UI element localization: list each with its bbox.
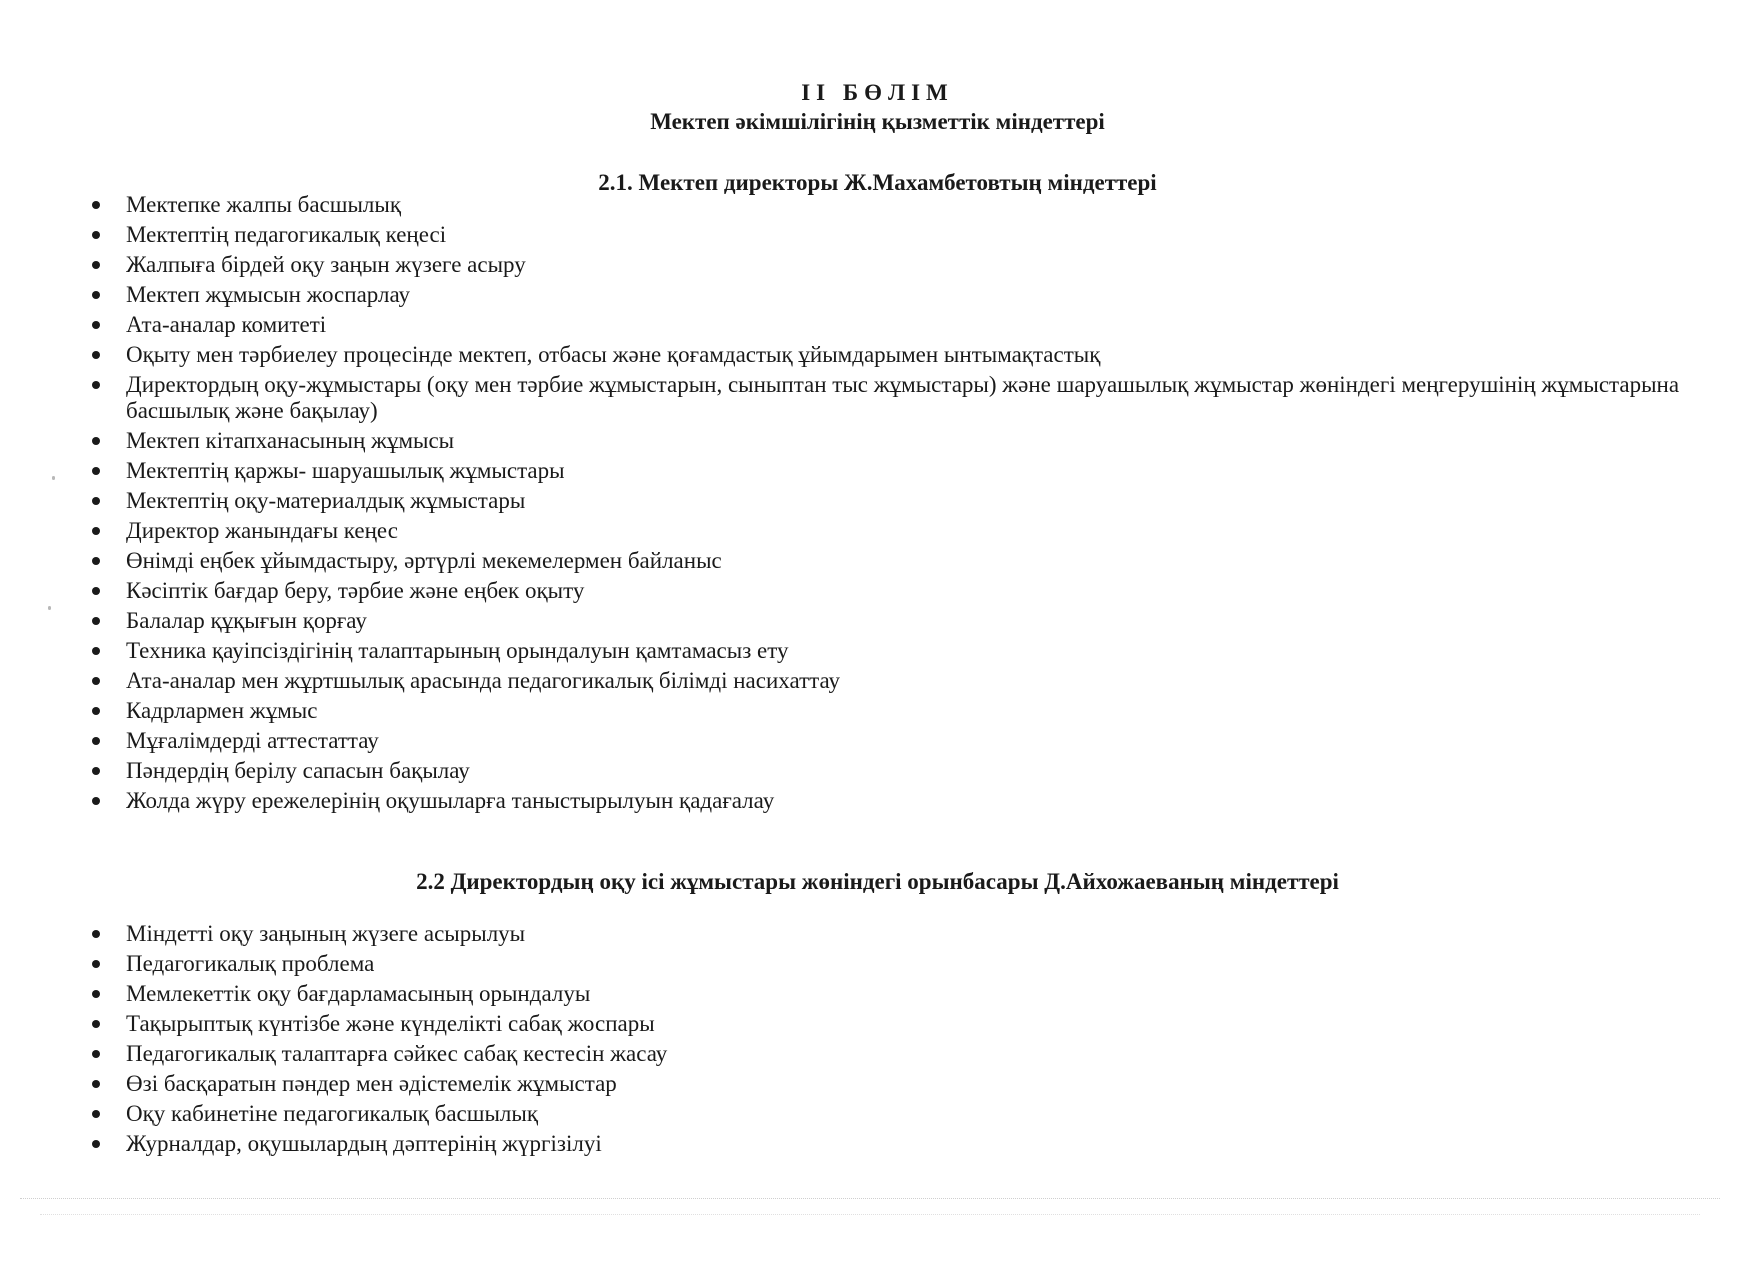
list-item bbox=[0, 921, 1755, 951]
list-item bbox=[0, 372, 1755, 428]
list-item-text: Тақырыптық күнтізбе және күнделікті сабақ жоспары bbox=[126, 1011, 655, 1036]
bullet-icon bbox=[92, 231, 100, 239]
list-item bbox=[0, 758, 1755, 788]
bullet-icon bbox=[92, 351, 100, 359]
list-item-text: Ата-аналар комитеті bbox=[126, 312, 327, 337]
list-item bbox=[0, 698, 1755, 728]
list-item bbox=[0, 1011, 1755, 1041]
list-item bbox=[0, 458, 1755, 488]
bullet-icon bbox=[92, 201, 100, 209]
list-item bbox=[0, 488, 1755, 518]
bullet-icon bbox=[92, 767, 100, 775]
list-item bbox=[0, 342, 1755, 372]
list-item bbox=[0, 1041, 1755, 1071]
bullet-icon bbox=[92, 647, 100, 655]
part-title: II БӨЛІМ bbox=[801, 80, 954, 105]
list-item bbox=[0, 1101, 1755, 1131]
list-item-text: Өзі басқаратын пәндер мен әдістемелік жұмыстар bbox=[126, 1071, 617, 1096]
list-item-text: Оқыту мен тәрбиелеу процесінде мектеп, отбасы және қоғамдастық ұйымдарымен ынтымақтастық bbox=[126, 342, 1101, 367]
bullet-icon bbox=[92, 617, 100, 625]
deputy-duties-list bbox=[0, 921, 1755, 1161]
bullet-icon bbox=[92, 291, 100, 299]
bullet-icon bbox=[92, 1110, 100, 1118]
bullet-icon bbox=[92, 467, 100, 475]
list-item bbox=[0, 518, 1755, 548]
list-item-text: Мектеп кітапханасының жұмысы bbox=[126, 428, 455, 453]
list-item-text: Педагогикалық проблема bbox=[126, 951, 375, 976]
director-duties-list bbox=[0, 192, 1755, 818]
bullet-icon bbox=[92, 381, 100, 389]
list-item-text: Мектептің қаржы- шаруашылық жұмыстары bbox=[126, 458, 565, 483]
bullet-icon bbox=[92, 527, 100, 535]
list-item-text: Мемлекеттік оқу бағдарламасының орындалуы bbox=[126, 981, 591, 1006]
scan-speck bbox=[48, 606, 51, 610]
section-title-deputy: 2.2 Директордың оқу ісі жұмыстары жөніндегі орынбасары Д.Айхожаеваның міндеттері bbox=[416, 869, 1339, 894]
scan-noise-line bbox=[20, 1198, 1720, 1201]
bullet-icon bbox=[92, 587, 100, 595]
bullet-icon bbox=[92, 677, 100, 685]
bullet-icon bbox=[92, 437, 100, 445]
list-item bbox=[0, 312, 1755, 342]
scan-noise-line bbox=[40, 1214, 1700, 1217]
list-item bbox=[0, 608, 1755, 638]
bullet-icon bbox=[92, 960, 100, 968]
list-item bbox=[0, 222, 1755, 252]
list-item-text: Техника қауіпсіздігінің талаптарының орындалуын қамтамасыз ету bbox=[126, 638, 789, 663]
list-item bbox=[0, 1131, 1755, 1161]
list-item-text: Ата-аналар мен жұртшылық арасында педагогикалық білімді насихаттау bbox=[126, 668, 840, 693]
bullet-icon bbox=[92, 930, 100, 938]
list-item-text: Кәсіптік бағдар беру, тәрбие және еңбек оқыту bbox=[126, 578, 585, 603]
list-item bbox=[0, 788, 1755, 818]
bullet-icon bbox=[92, 557, 100, 565]
list-item-text: Мектепке жалпы басшылық bbox=[126, 192, 402, 217]
list-item-text: Кадрлармен жұмыс bbox=[126, 698, 318, 723]
list-item-text: Мектептің оқу-материалдық жұмыстары bbox=[126, 488, 526, 513]
bullet-icon bbox=[92, 497, 100, 505]
list-item-text: Мектептің педагогикалық кеңесі bbox=[126, 222, 447, 247]
bullet-icon bbox=[92, 1080, 100, 1088]
bullet-icon bbox=[92, 1020, 100, 1028]
section-title-director: 2.1. Мектеп директоры Ж.Махамбетовтың міндеттері bbox=[598, 170, 1157, 195]
list-item-text: Мұғалімдерді аттестаттау bbox=[126, 728, 379, 753]
list-item-text: Оқу кабинетіне педагогикалық басшылық bbox=[126, 1101, 539, 1126]
list-item-text: Директордың оқу-жұмыстары (оқу мен тәрбие жұмыстарын, сыныптан тыс жұмыстары) және шаруашылық жұмыстар жөніндегі меңгерушінің жұмыстарына басшылық және бақылау) bbox=[126, 372, 1680, 423]
list-item-text: Директор жанындағы кеңес bbox=[126, 518, 398, 543]
list-item bbox=[0, 428, 1755, 458]
part-subtitle: Мектеп әкімшілігінің қызметтік міндеттері bbox=[650, 109, 1105, 134]
list-item-text: Журналдар, оқушылардың дәптерінің жүргізілуі bbox=[126, 1131, 602, 1156]
bullet-icon bbox=[92, 1050, 100, 1058]
list-item bbox=[0, 1071, 1755, 1101]
list-item bbox=[0, 981, 1755, 1011]
list-item bbox=[0, 578, 1755, 608]
bullet-icon bbox=[92, 737, 100, 745]
list-item-text: Жалпыға бірдей оқу заңын жүзеге асыру bbox=[126, 252, 526, 277]
bullet-icon bbox=[92, 797, 100, 805]
bullet-icon bbox=[92, 707, 100, 715]
bullet-icon bbox=[92, 261, 100, 269]
bullet-icon bbox=[92, 321, 100, 329]
scan-speck bbox=[52, 476, 55, 480]
list-item bbox=[0, 548, 1755, 578]
list-item-text: Педагогикалық талаптарға сәйкес сабақ кестесін жасау bbox=[126, 1041, 668, 1066]
list-item bbox=[0, 192, 1755, 222]
list-item-text: Өнімді еңбек ұйымдастыру, әртүрлі мекемелермен байланыс bbox=[126, 548, 722, 573]
list-item bbox=[0, 282, 1755, 312]
bullet-icon bbox=[92, 1140, 100, 1148]
bullet-icon bbox=[92, 990, 100, 998]
list-item-text: Міндетті оқу заңының жүзеге асырылуы bbox=[126, 921, 526, 946]
list-item bbox=[0, 951, 1755, 981]
list-item-text: Жолда жүру ережелерінің оқушыларға таныстырылуын қадағалау bbox=[126, 788, 775, 813]
list-item bbox=[0, 638, 1755, 668]
list-item bbox=[0, 668, 1755, 698]
list-item-text: Мектеп жұмысын жоспарлау bbox=[126, 282, 410, 307]
list-item bbox=[0, 728, 1755, 758]
list-item-text: Пәндердің берілу сапасын бақылау bbox=[126, 758, 470, 783]
list-item-text: Балалар құқығын қорғау bbox=[126, 608, 367, 633]
list-item bbox=[0, 252, 1755, 282]
